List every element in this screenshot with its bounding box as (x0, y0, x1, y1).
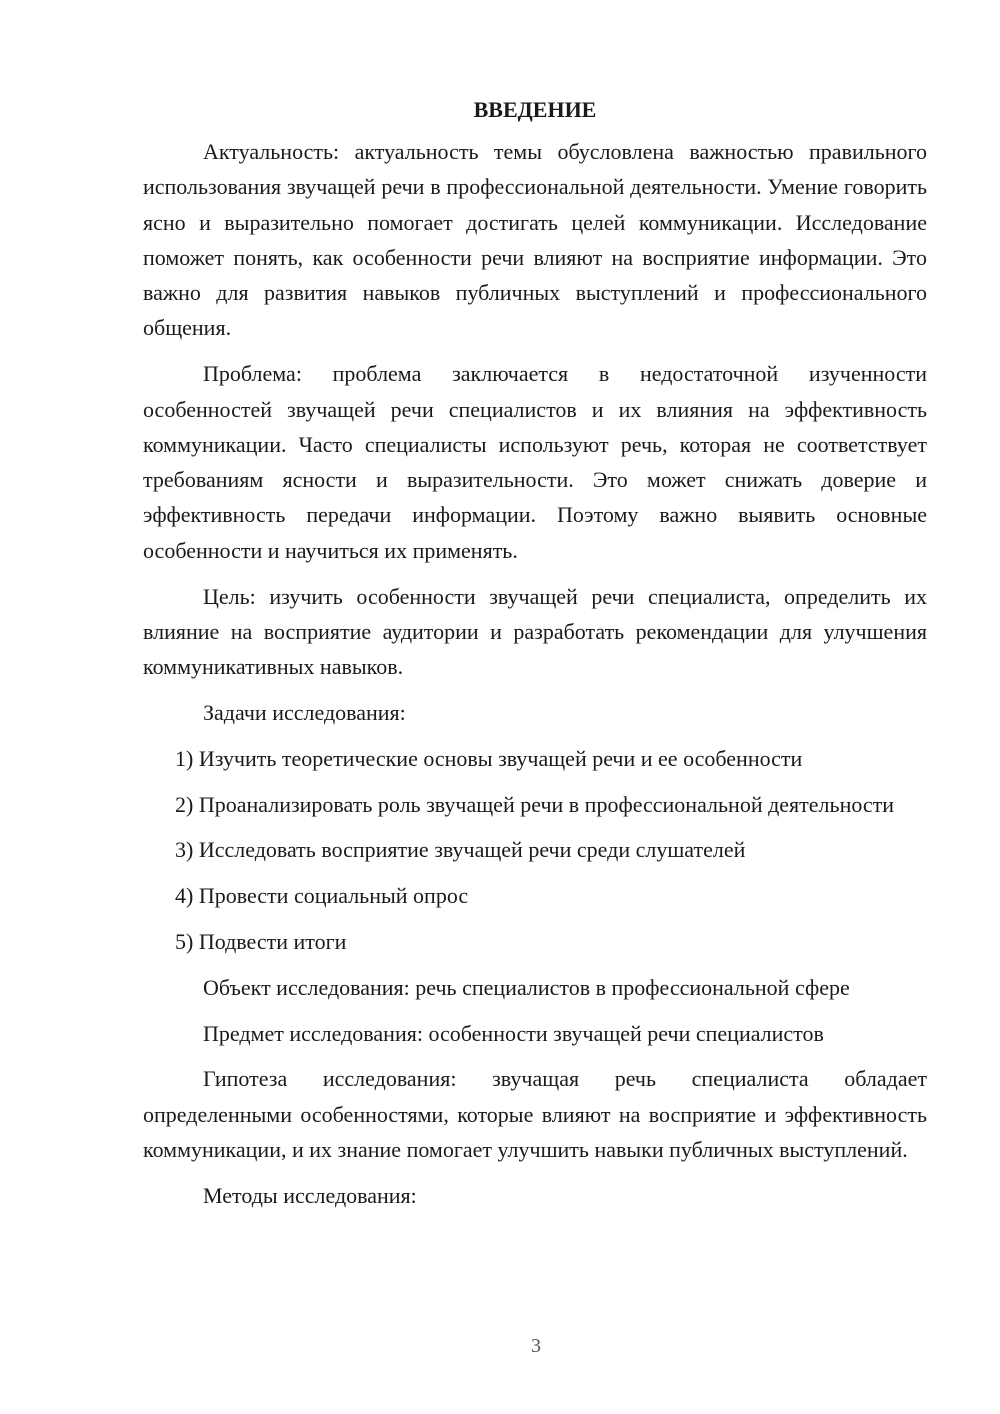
page-number: 3 (531, 1335, 541, 1357)
research-subject: Предмет исследования: особенности звучащей речи специалистов (203, 1020, 824, 1046)
methods-heading: Методы исследования: (203, 1182, 417, 1208)
goal-paragraph: Цель: изучить особенности звучащей речи специалиста, определить их влияние на восприятие аудитории и разработать рекомендации для улучшения коммуникативных навыков. (143, 583, 927, 680)
task-item: 5) Подвести итоги (175, 928, 347, 954)
relevance-paragraph: Актуальность: актуальность темы обусловлена важностью правильного использования звучащей речи в профессиональной деятельности. Умение говорить ясно и выразительно помогает достигать целей коммуникации. Исследование поможет понять, как особенности речи влияют на восприятие информации. Это важно для развития навыков публичных выступлений и профессионального общения. (143, 139, 927, 341)
task-item: 4) Провести социальный опрос (175, 883, 469, 909)
task-item: 2) Проанализировать роль звучащей речи в профессиональной деятельности (175, 791, 895, 817)
section-title: ВВЕДЕНИЕ (473, 97, 597, 122)
task-item: 3) Исследовать восприятие звучащей речи среди слушателей (175, 837, 746, 863)
problem-paragraph: Проблема: проблема заключается в недостаточной изученности особенностей звучащей речи специалистов и их влияния на эффективность коммуникации. Часто специалисты используют речь, которая не соответствует требованиям ясности и выразительности. Это может снижать доверие и эффективность передачи информации. Поэтому важно выявить основные особенности и научиться их применять. (143, 361, 927, 563)
page-content (143, 92, 927, 1224)
task-item: 1) Изучить теоретические основы звучащей речи и ее особенности (175, 745, 803, 771)
research-object: Объект исследования: речь специалистов в профессиональной сфере (203, 974, 850, 1000)
tasks-heading: Задачи исследования: (203, 699, 406, 725)
hypothesis-paragraph: Гипотеза исследования: звучащая речь специалиста обладает определенными особенностями, которые влияют на восприятие и эффективность коммуникации, и их знание помогает улучшить навыки публичных выступлений. (143, 1066, 927, 1162)
